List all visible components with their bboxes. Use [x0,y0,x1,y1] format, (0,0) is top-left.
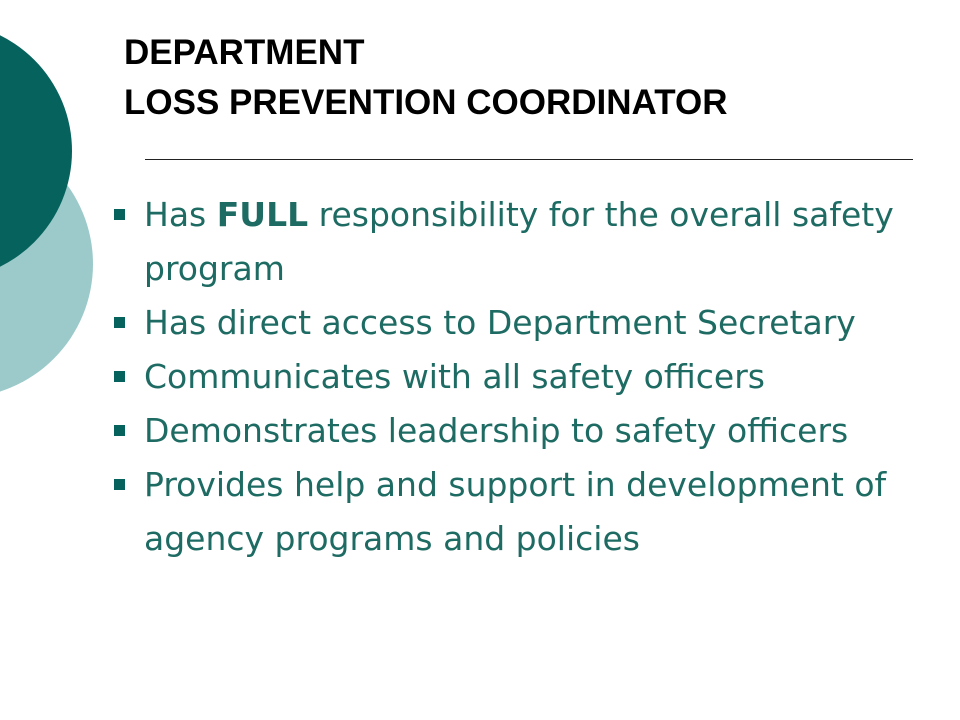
bullet-item [100,404,900,458]
title-divider [145,159,913,160]
title-line-1: DEPARTMENT [124,33,365,72]
bullet-text: Demonstrates leadership to safety officers [144,411,849,450]
square-bullet-icon [114,479,125,490]
bullet-text: Has direct access to Department Secretary [144,303,856,342]
bullet-list [100,188,900,566]
bullet-emphasis-text: FULL [216,195,309,234]
square-bullet-icon [114,209,125,220]
bullet-item [100,458,900,566]
bullet-text: Has [144,195,217,234]
square-bullet-icon [114,317,125,328]
bullet-text: Provides help and support in development of agency programs and policies [144,465,887,558]
bullet-item [100,296,900,350]
bullet-item [100,350,900,404]
bullet-text: Communicates with all safety officers [144,357,765,396]
title-line-2: LOSS PREVENTION COORDINATOR [124,83,728,122]
square-bullet-icon [114,371,125,382]
square-bullet-icon [114,425,125,436]
slide-title [124,28,924,128]
bullet-text: responsibility for the overall safety program [144,195,894,288]
bullet-item [100,188,900,296]
